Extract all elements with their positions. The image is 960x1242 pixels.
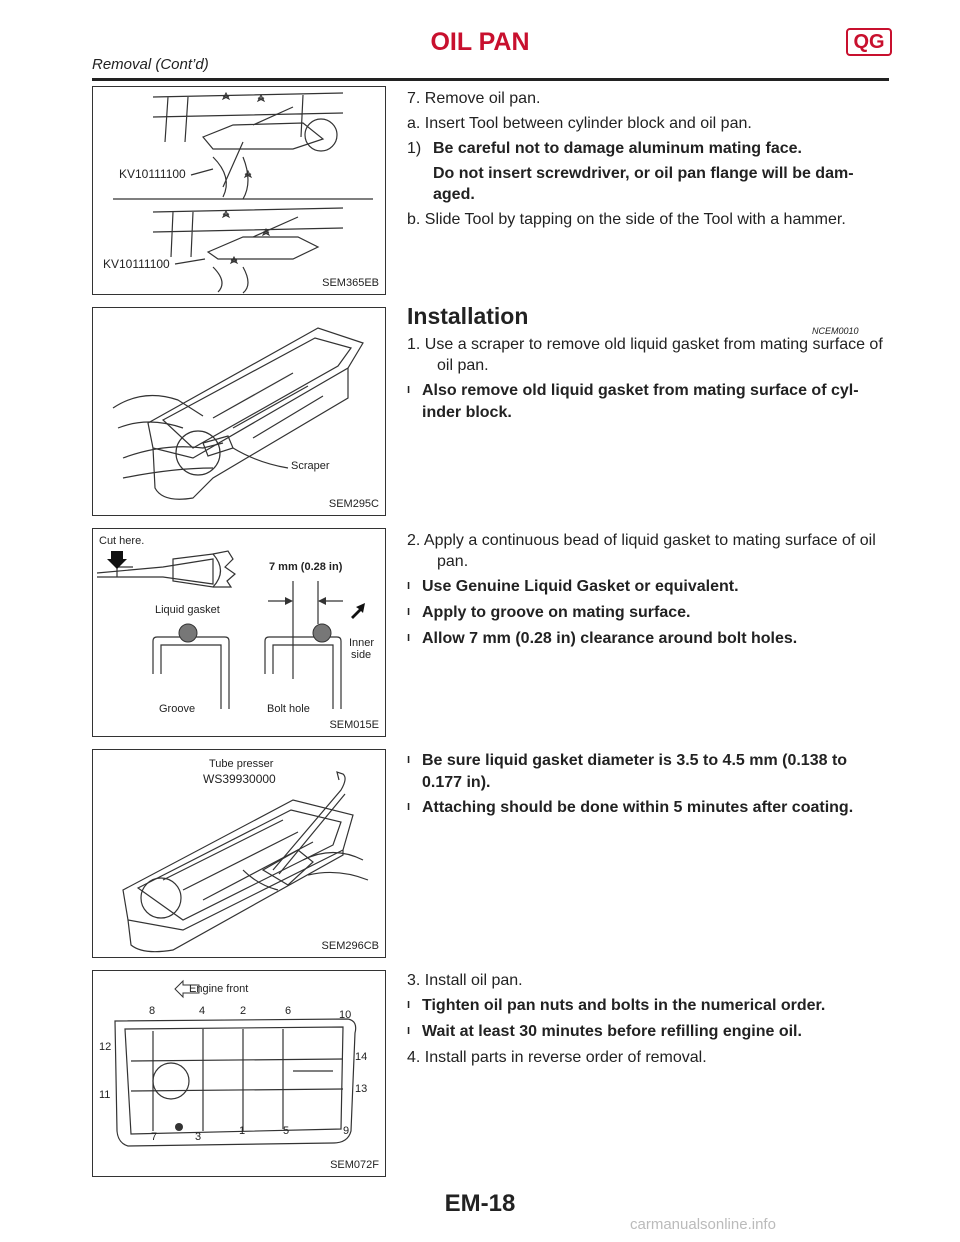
fig3-label-bolt-hole: Bolt hole [267,703,310,715]
fig4-code: SEM296CB [321,940,379,952]
fig5-code: SEM072F [330,1159,379,1171]
page-title: OIL PAN [430,28,530,56]
header-rule [92,78,889,81]
page-number: EM-18 [444,1190,516,1217]
install-step-2-bullet-2: l Apply to groove on mating surface. [407,602,889,624]
order-number: 3 [195,1131,202,1143]
install-step-2-bullet-5: l Attaching should be done within 5 minutes after coating. [407,797,889,819]
install-step-3-bullet-1: l Tighten oil pan nuts and bolts in the numerical order. [407,995,889,1017]
note-1-warning: Do not insert screwdriver, or oil pan flange will be dam-aged. [433,165,854,203]
fig3-code: SEM015E [329,719,379,731]
fig3-label-side: side [351,649,372,661]
install-step-2-bullet-1: l Use Genuine Liquid Gasket or equivalent. [407,576,889,598]
page-subtitle: Removal (Cont’d) [92,56,209,73]
fig1-label-bottom: KV10111100 [103,257,170,271]
install-step-1-bullet: l Also remove old liquid gasket from mating surface of cyl-inder block. [407,380,889,423]
install-step-4: 4. Install parts in reverse order of removal. [407,1049,707,1066]
install-step-2-block [407,530,889,654]
note-1 [407,138,889,159]
fig2-label-scraper: Scraper [291,460,330,472]
install-step-2: 2. Apply a continuous bead of liquid gasket to mating surface of oil pan. [407,532,876,570]
order-number: 1 [239,1125,246,1137]
figure-tool-insertion [92,86,386,295]
fig5-label-engine-front: Engine front [189,983,249,995]
install-step-1-block [407,334,889,427]
order-number: 7 [151,1131,158,1143]
order-number: 11 [99,1089,111,1101]
step-7: 7. Remove oil pan. [407,90,541,107]
fig3-label-cut-here: Cut here. [99,535,145,547]
order-number: 2 [240,1005,247,1017]
engine-badge: QG [846,28,892,56]
order-number: 4 [199,1005,206,1017]
tightening-order-diagram [93,971,385,1176]
install-step-1: 1. Use a scraper to remove old liquid gasket from mating surface of oil pan. [407,336,883,374]
figure-scraper [92,307,386,516]
scraper-illustration [93,308,385,515]
order-number: 9 [343,1125,350,1137]
order-number: 8 [149,1005,156,1017]
watermark: carmanualsonline.info [630,1216,776,1233]
step-7b: b. Slide Tool by tapping on the side of the Tool with a hammer. [407,211,846,228]
fig1-label-top: KV10111100 [119,167,186,181]
fig4-label-tube-presser: Tube presser [209,758,274,770]
install-step-2-bullet-3: l Allow 7 mm (0.28 in) clearance around bolt holes. [407,628,889,650]
order-number: 12 [99,1041,112,1053]
fig1-code: SEM365EB [322,277,379,289]
fig3-label-liquid-gasket: Liquid gasket [155,604,220,616]
order-number: 14 [355,1051,368,1063]
figure-liquid-gasket [92,528,386,737]
note-1-number: 1) [407,140,422,157]
fig4-label-tool-number: WS39930000 [203,772,276,786]
figure-tube-presser [92,749,386,958]
fig3-label-inner: Inner [349,637,375,649]
removal-block [407,88,889,234]
section-ref-code: NCEM0010 [812,326,859,336]
install-gasket-notes [407,750,889,823]
install-step-3-bullet-2: l Wait at least 30 minutes before refilling engine oil. [407,1021,889,1043]
fig3-label-groove: Groove [159,703,196,715]
step-7a: a. Insert Tool between cylinder block and oil pan. [407,115,752,132]
order-number: 5 [283,1125,290,1137]
note-1-text: Be careful not to damage aluminum mating face. [433,140,802,157]
section-heading-installation: Installation [407,303,529,329]
install-step-2-bullet-4: l Be sure liquid gasket diameter is 3.5 to 4.5 mm (0.138 to 0.177 in). [407,750,889,793]
figure-tightening-order [92,970,386,1177]
fig3-label-clearance: 7 mm (0.28 in) [269,561,343,573]
install-step-3-block [407,970,889,1072]
order-number: 10 [339,1009,352,1021]
order-number: 6 [285,1005,292,1017]
fig2-code: SEM295C [328,498,379,510]
install-step-3: 3. Install oil pan. [407,972,523,989]
order-number: 13 [355,1083,368,1095]
